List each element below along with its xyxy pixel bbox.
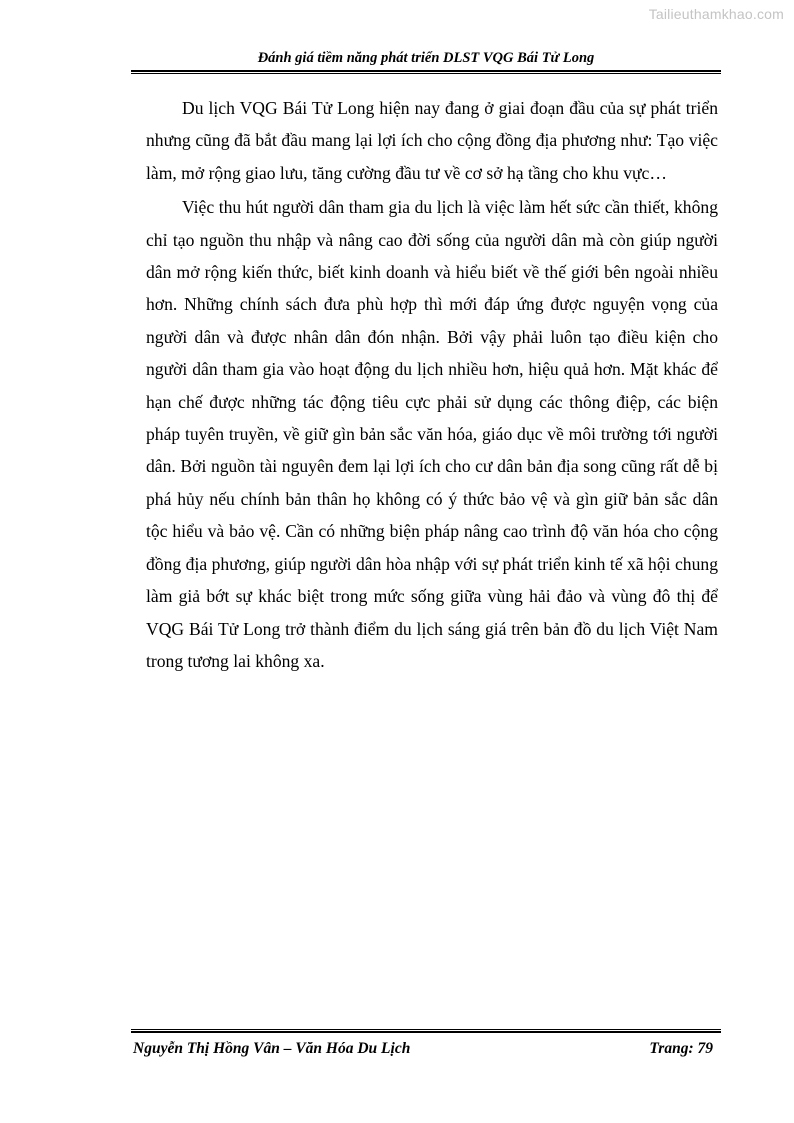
- body-paragraph-1: Du lịch VQG Bái Tử Long hiện nay đang ở giai đoạn đầu của sự phát triển nhưng cũng đã bắt đầu mang lại lợi ích cho cộng đồng địa phương như: Tạo việc làm, mở rộng giao lưu, tăng cường đầu tư về cơ sở hạ tầng cho khu vực…: [146, 98, 718, 183]
- footer-divider: [131, 1029, 721, 1033]
- page-footer: [133, 1040, 713, 1058]
- page-header-title: Đánh giá tiềm năng phát triển DLST VQG Bái Tử Long: [257, 50, 595, 66]
- footer-author: Nguyễn Thị Hồng Vân – Văn Hóa Du Lịch: [133, 1040, 411, 1057]
- body-paragraph-2: Việc thu hút người dân tham gia du lịch là việc làm hết sức cần thiết, không chỉ tạo nguồn thu nhập và nâng cao đời sống của người dân mà còn giúp người dân mở rộng kiến thức, biết kinh doanh và hiểu biết về thế giới bên ngoài nhiều hơn. Những chính sách đưa phù hợp thì mới đáp ứng được nguyện vọng của người dân và được nhân dân đón nhận. Bởi vậy phải luôn tạo điều kiện cho người dân tham gia vào hoạt động du lịch nhiều hơn, hiệu quả hơn. Mặt khác để hạn chế được những tác động tiêu cực phải sử dụng các thông điệp, các biện pháp tuyên truyền, về giữ gìn bản sắc văn hóa, giáo dục về môi trường tới người dân. Bởi nguồn tài nguyên đem lại lợi ích cho cư dân bản địa song cũng rất dễ bị phá hủy nếu chính bản thân họ không có ý thức bảo vệ và gìn giữ bản sắc dân tộc hiểu và bảo vệ. Cần có những biện pháp nâng cao trình độ văn hóa cho cộng đồng địa phương, giúp người dân hòa nhập với sự phát triển kinh tế xã hội chung làm giả bớt sự khác biệt trong mức sống giữa vùng hải đảo và vùng đô thị để VQG Bái Tử Long trở thành điểm du lịch sáng giá trên bản đồ du lịch Việt Nam trong tương lai không xa.: [146, 197, 718, 671]
- footer-page-number: Trang: 79: [649, 1040, 713, 1057]
- document-body: [146, 92, 718, 679]
- site-watermark: Tailieuthamkhao.com: [648, 6, 784, 22]
- header-divider: [131, 70, 721, 74]
